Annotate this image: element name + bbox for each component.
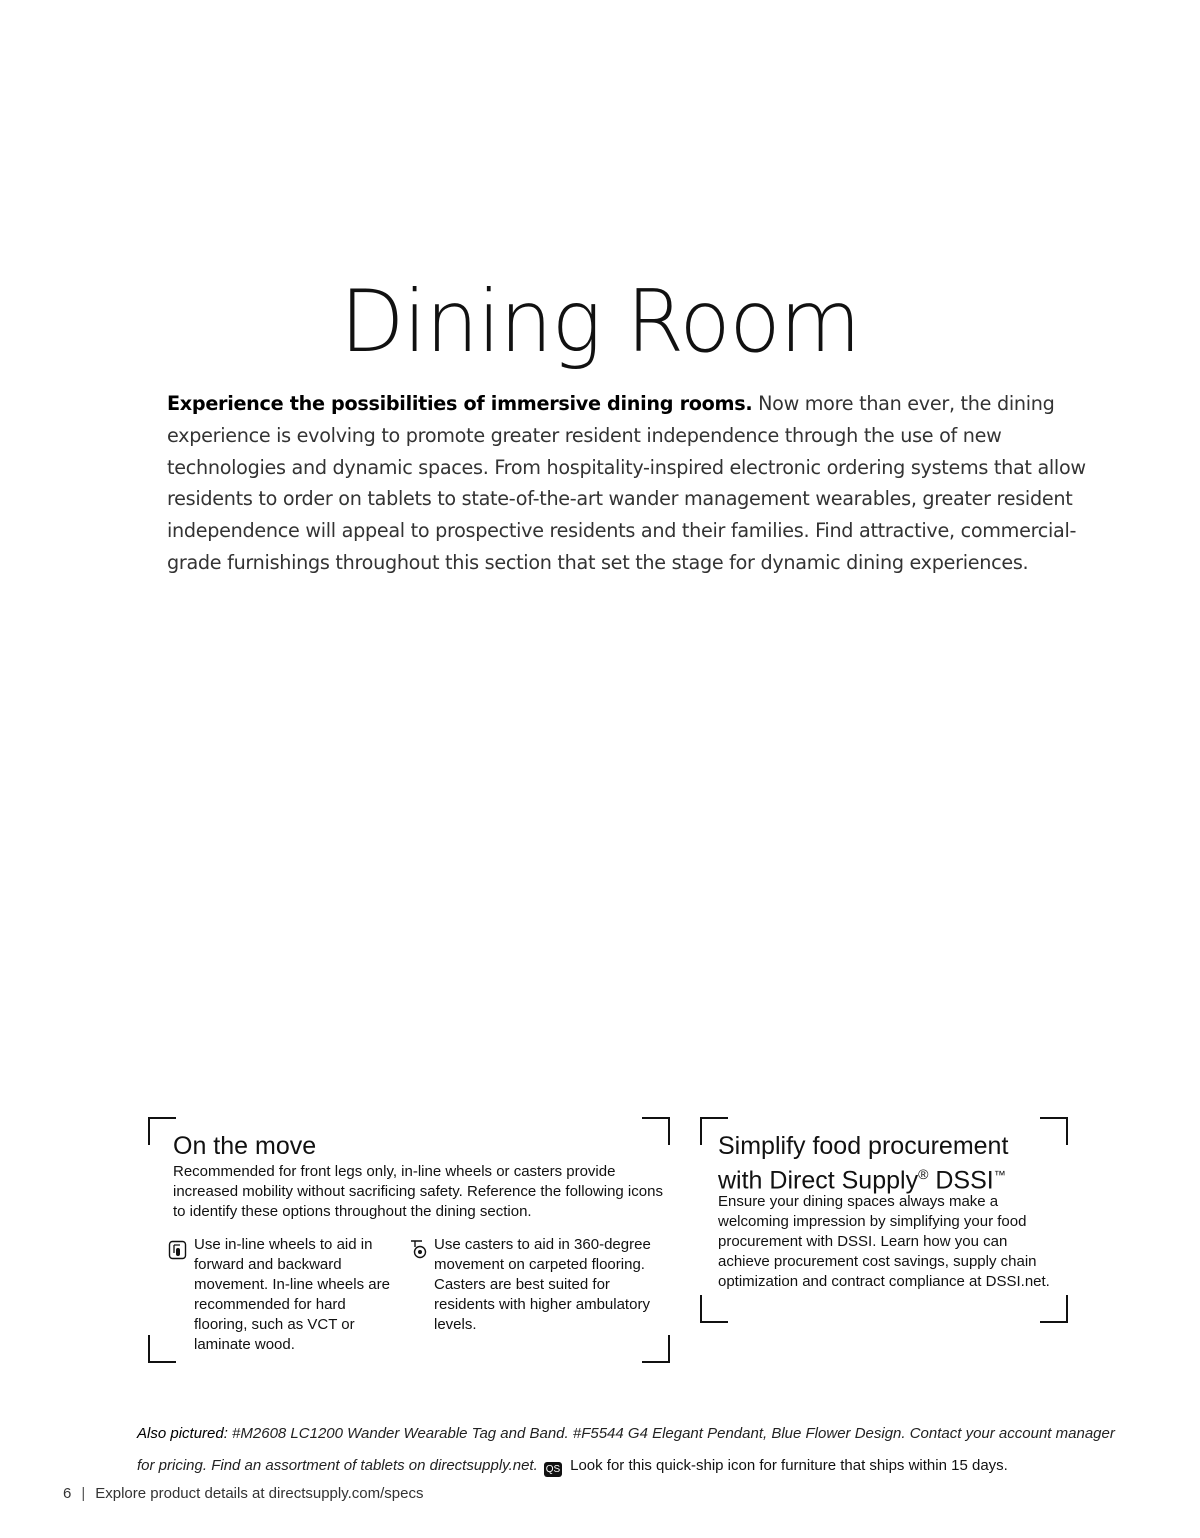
dssi-heading bbox=[718, 1132, 1063, 1194]
intro-text: Now more than ever, the dining experience is evolving to promote greater resident independence through the use of new technologies and dynamic spaces. From hospitality-inspired electronic ordering systems that allow residents to order on tablets to state-of-the-art wander management wearables, greater resident independence will appeal to prospective residents and their families. Find attractive, commercial-grade furnishings throughout this section that set the stage for dynamic dining experiences. bbox=[167, 392, 1086, 574]
on-the-move-box bbox=[148, 1117, 670, 1363]
page-footer bbox=[63, 1485, 423, 1502]
also-pictured-note bbox=[137, 1418, 1117, 1482]
quick-ship-text: Look for this quick-ship icon for furniture that ships within 15 days. bbox=[565, 1457, 1008, 1474]
footer-separator: | bbox=[81, 1485, 86, 1502]
inline-wheel-icon bbox=[168, 1240, 188, 1265]
corner-mark bbox=[642, 1335, 670, 1363]
corner-mark bbox=[700, 1295, 728, 1323]
dssi-body-text: Ensure your dining spaces always make a welcoming impression by simplifying your food procurement with DSSI. Learn how you can achieve procurement cost savings, supply chain optimization and contract compliance at bbox=[718, 1193, 1037, 1290]
page-number: 6 bbox=[63, 1485, 72, 1502]
also-pictured-text: #M2608 LC1200 Wander Wearable Tag and Band. #F5544 G4 Elegant Pendant, Blue Flower Design. Contact your account manager for pricing. Find an assortment of tablets on directsupply.net. bbox=[137, 1425, 1115, 1474]
inline-wheels-text: Use in-line wheels to aid in forward and backward movement. In-line wheels are recommended for hard flooring, such as VCT or laminate wood. bbox=[194, 1236, 390, 1353]
dssi-heading-line2: with Direct Supply bbox=[718, 1166, 919, 1195]
corner-mark bbox=[148, 1117, 176, 1145]
corner-mark bbox=[148, 1335, 176, 1363]
dssi-box bbox=[700, 1117, 1068, 1323]
on-the-move-body: Recommended for front legs only, in-line wheels or casters provide increased mobility without sacrificing safety. Reference the following icons to identify these options throughout the dining section. bbox=[173, 1163, 663, 1220]
caster-icon bbox=[409, 1238, 431, 1265]
on-the-move-heading: On the move bbox=[173, 1132, 317, 1160]
corner-mark bbox=[1040, 1295, 1068, 1323]
page-title: Dining Room bbox=[340, 272, 860, 372]
trademark-mark: ™ bbox=[993, 1168, 1006, 1182]
also-pictured-label: Also pictured: bbox=[137, 1425, 228, 1442]
dssi-brand: DSSI bbox=[928, 1166, 994, 1195]
registered-mark: ® bbox=[918, 1166, 929, 1182]
dssi-link[interactable]: DSSI.net. bbox=[985, 1273, 1050, 1290]
quick-ship-icon: QS bbox=[545, 1464, 561, 1475]
casters-text: Use casters to aid in 360-degree movement on carpeted flooring. Casters are best suited for residents with higher ambulatory levels. bbox=[434, 1236, 651, 1333]
dssi-body bbox=[718, 1192, 1063, 1292]
dssi-heading-line1: Simplify food procurement bbox=[718, 1132, 1009, 1160]
footer-link-text: Explore product details at directsupply.com/specs bbox=[95, 1485, 424, 1502]
intro-lead: Experience the possibilities of immersive dining rooms. bbox=[167, 392, 753, 415]
corner-mark bbox=[642, 1117, 670, 1145]
intro-paragraph bbox=[167, 388, 1087, 579]
